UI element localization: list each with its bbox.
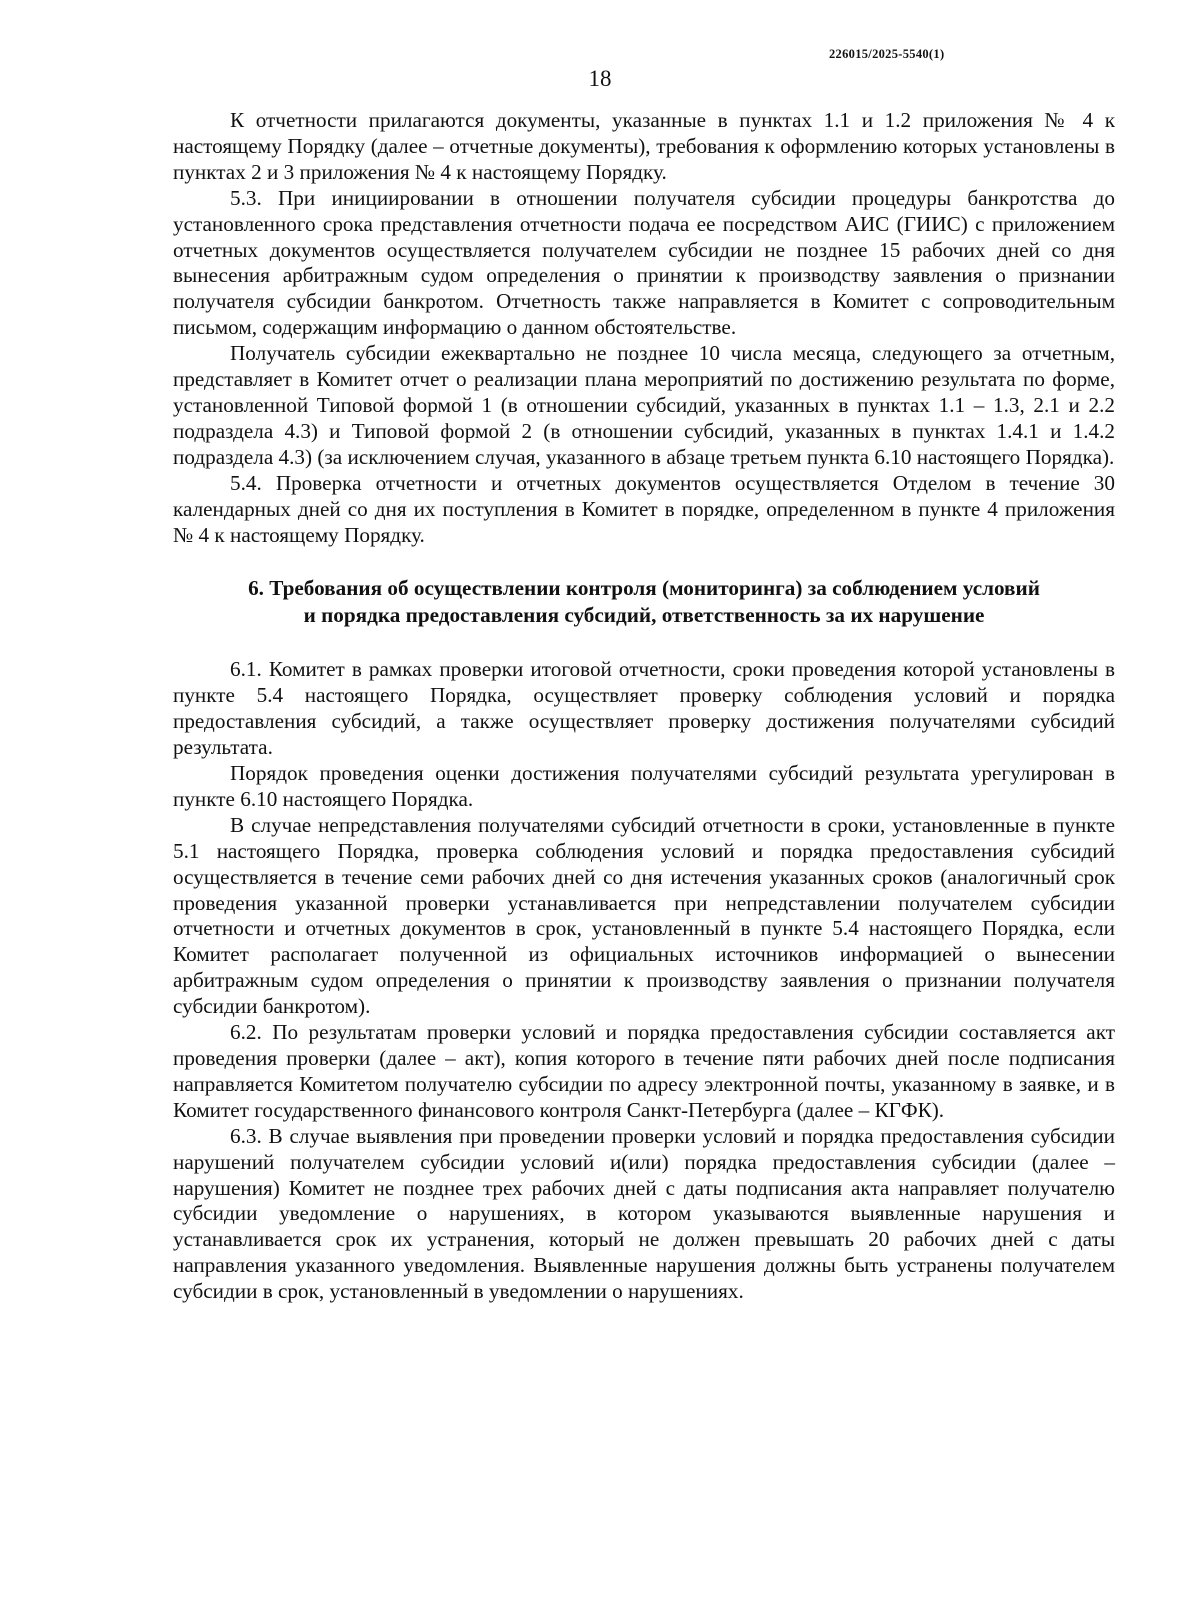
document-registration-number: 226015/2025-5540(1) xyxy=(829,47,945,61)
paragraph-5-3: 5.3. При инициировании в отношении получателя субсидии процедуры банкротства до установленного срока представления отчетности подача ее посредством АИС (ГИИС) с приложением отчетных документов осуществляется получателем субсидии не позднее 15 рабочих дней со дня вынесения арбитражным судом определения о принятии к производству заявления о признании получателя субсидии банкротом. Отчетность также направляется в Комитет с сопроводительным письмом, содержащим информацию о данном обстоятельстве. xyxy=(173,185,1115,340)
document-body xyxy=(173,108,1115,1305)
paragraph-5-4: 5.4. Проверка отчетности и отчетных документов осуществляется Отделом в течение 30 календарных дней со дня их поступления в Комитет в порядке, определенном в пункте 4 приложения № 4 к настоящему Порядку. xyxy=(173,470,1115,547)
paragraph-evaluation-procedure: Порядок проведения оценки достижения получателями субсидий результата урегулирован в пункте 6.10 настоящего Порядка. xyxy=(173,761,1115,811)
paragraph-6-1: 6.1. Комитет в рамках проверки итоговой отчетности, сроки проведения которой установлены в пункте 5.4 настоящего Порядка, осуществляет проверку соблюдения условий и порядка предоставления субсидий, а также осуществляет проверку достижения получателями субсидий результата. xyxy=(173,657,1115,760)
page-number: 18 xyxy=(588,66,612,91)
paragraph-6-3: 6.3. В случае выявления при проведении проверки условий и порядка предоставления субсидии нарушений получателем субсидии условий и(или) порядка предоставления субсидии (далее – нарушения) Комитет не позднее трех рабочих дней с даты подписания акта направляет получателю субсидии уведомление о нарушениях, в котором указываются выявленные нарушения и устанавливается срок их устранения, который не должен превышать 20 рабочих дней с даты направления указанного уведомления. Выявленные нарушения должны быть устранены получателем субсидии в срок, установленный в уведомлении о нарушениях. xyxy=(173,1123,1115,1304)
section-6-heading-line2: и порядка предоставления субсидий, ответственность за их нарушение xyxy=(303,602,985,627)
section-6-heading-line1: 6. Требования об осуществлении контроля (мониторинга) за соблюдением условий xyxy=(248,576,1040,601)
paragraph-6-2: 6.2. По результатам проверки условий и порядка предоставления субсидии составляется акт проведения проверки (далее – акт), копия которого в течение пяти рабочих дней после подписания направляется Комитетом получателю субсидии по адресу электронной почты, указанному в заявке, и в Комитет государственного финансового контроля Санкт-Петербурга (далее – КГФК). xyxy=(173,1020,1115,1122)
paragraph-reporting-documents: К отчетности прилагаются документы, указанные в пунктах 1.1 и 1.2 приложения № 4 к настоящему Порядку (далее – отчетные документы), требования к оформлению которых установлены в пунктах 2 и 3 приложения № 4 к настоящему Порядку. xyxy=(173,108,1115,184)
paragraph-quarterly-report: Получатель субсидии ежеквартально не позднее 10 числа месяца, следующего за отчетным, представляет в Комитет отчет о реализации плана мероприятий по достижению результата по форме, установленной Типовой формой 1 (в отношении субсидий, указанных в пунктах 1.1 – 1.3, 2.1 и 2.2 подраздела 4.3) и Типовой формой 2 (в отношении субсидий, указанных в пунктах 1.4.1 и 1.4.2 подраздела 4.3) (за исключением случая, указанного в абзаце третьем пункта 6.10 настоящего Порядка). xyxy=(173,341,1115,469)
section-6-heading xyxy=(173,575,1115,628)
paragraph-non-submission: В случае непредставления получателями субсидий отчетности в сроки, установленные в пункте 5.1 настоящего Порядка, проверка соблюдения условий и порядка предоставления субсидий осуществляется в течение семи рабочих дней со дня истечения указанных сроков (аналогичный срок проведения указанной проверки устанавливается при непредставлении получателем субсидии отчетности и отчетных документов в срок, установленный в пункте 5.4 настоящего Порядка, если Комитет располагает полученной из официальных источников информацией о вынесении арбитражным судом определения о принятии к производству заявления о признании получателя субсидии банкротом). xyxy=(173,812,1115,1019)
